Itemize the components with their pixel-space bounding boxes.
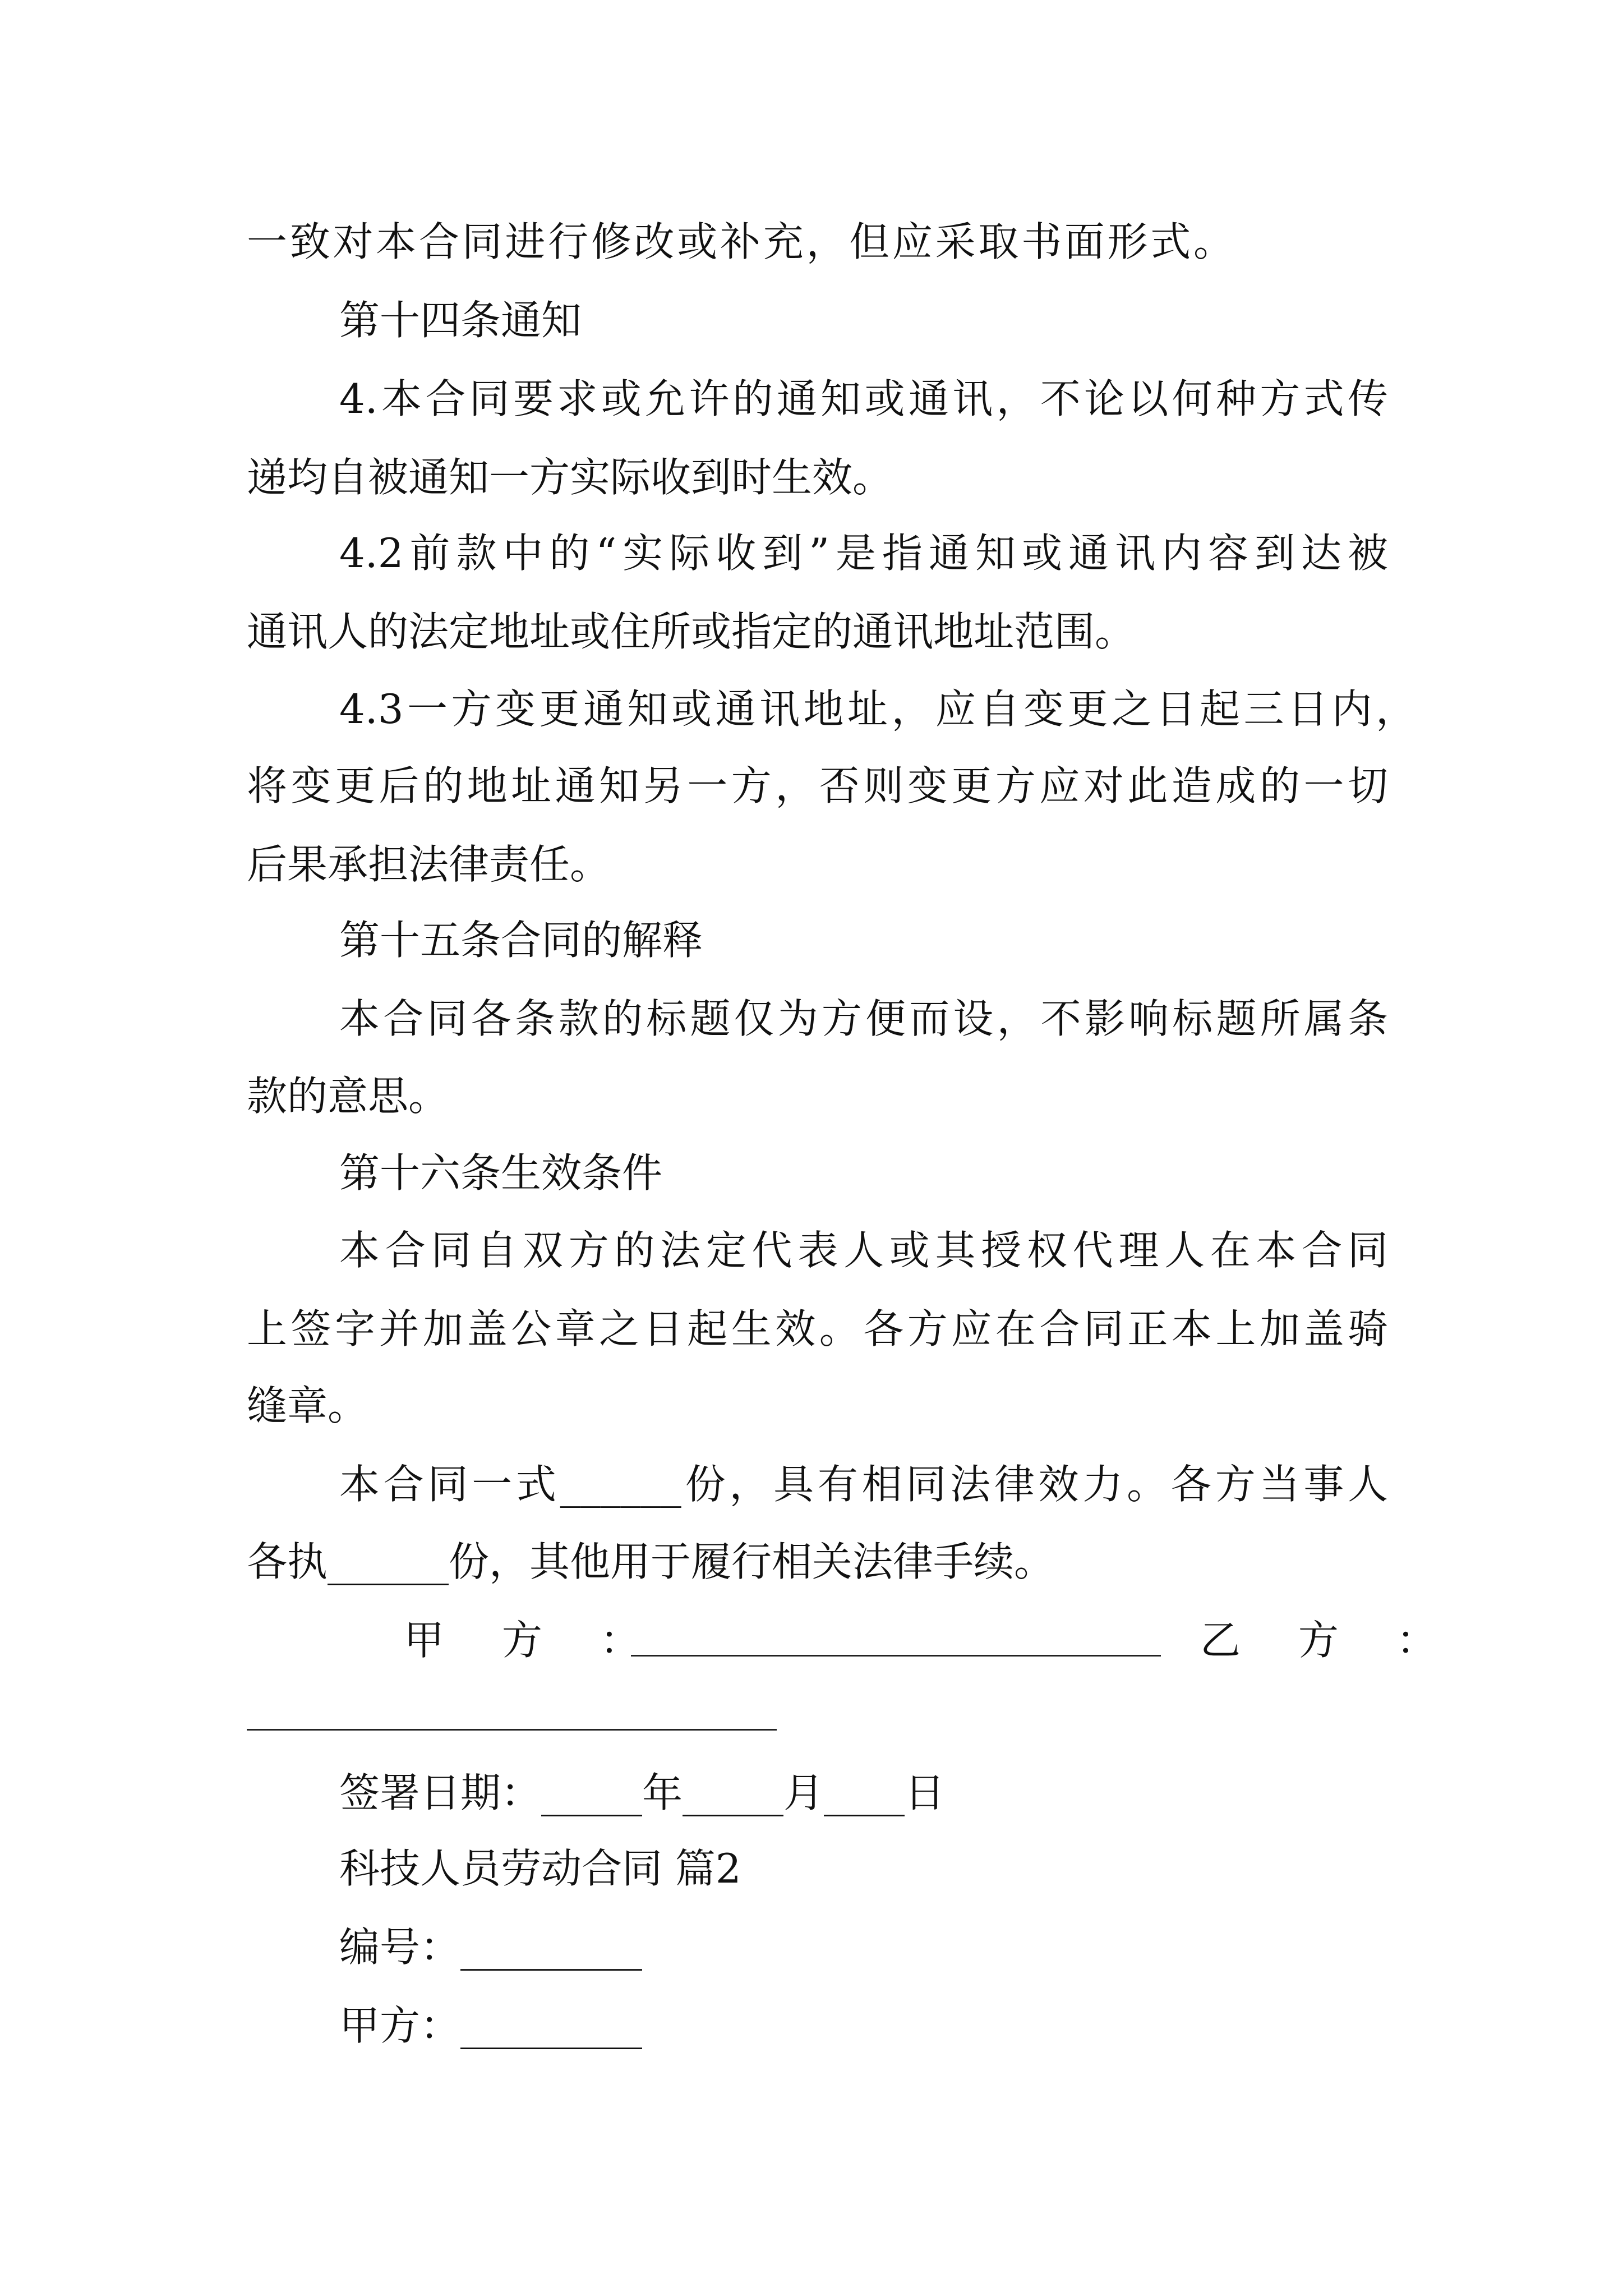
section-heading: 第十五条合同的解释 xyxy=(339,917,703,964)
signing-date: 签署日期：_____年_____月____日 xyxy=(339,1769,946,1816)
text-line: 4.2前款中的“实际收到”是指通知或通讯内容到达被 xyxy=(339,530,1388,577)
party-a-field: 甲方：_________ xyxy=(339,2002,643,2049)
text-line: 后果承担法律责任。 xyxy=(247,841,611,888)
text-line: 上签字并加盖公章之日起生效。各方应在合同正本上加盖骑 xyxy=(247,1305,1388,1352)
contract-number-field: 编号：_________ xyxy=(339,1924,643,1971)
section-heading: 第十六条生效条件 xyxy=(339,1149,663,1197)
text-line: 4.本合同要求或允许的通知或通讯，不论以何种方式传 xyxy=(339,375,1388,422)
text-line: 递均自被通知一方实际收到时生效。 xyxy=(247,454,893,501)
party-a-label: 甲 方 ： xyxy=(404,1617,663,1664)
contract-title: 科技人员劳动合同 篇2 xyxy=(339,1845,741,1892)
party-b-signature-line xyxy=(247,1729,777,1731)
text-line: 本合同各条款的标题仅为方便而设，不影响标题所属条 xyxy=(339,995,1388,1042)
text-line: 本合同自双方的法定代表人或其授权代理人在本合同 xyxy=(339,1227,1388,1274)
text-line: 4.3一方变更通知或通讯地址，应自变更之日起三日内， xyxy=(339,685,1416,733)
text-line: 各执______份，其他用于履行相关法律手续。 xyxy=(247,1538,1055,1585)
section-heading: 第十四条通知 xyxy=(339,297,582,344)
text-line: 本合同一式______份，具有相同法律效力。各方当事人 xyxy=(339,1461,1388,1508)
text-line: 一致对本合同进行修改或补充，但应采取书面形式。 xyxy=(247,218,1234,265)
text-line: 缝章。 xyxy=(247,1382,368,1429)
party-b-label: 乙 方 ： xyxy=(1200,1617,1459,1664)
text-line: 通讯人的法定地址或住所或指定的通讯地址范围。 xyxy=(247,608,1136,655)
text-line: 将变更后的地址通知另一方，否则变更方应对此造成的一切 xyxy=(247,762,1388,809)
party-a-signature-line xyxy=(631,1655,1161,1657)
text-line: 款的意思。 xyxy=(247,1073,449,1120)
